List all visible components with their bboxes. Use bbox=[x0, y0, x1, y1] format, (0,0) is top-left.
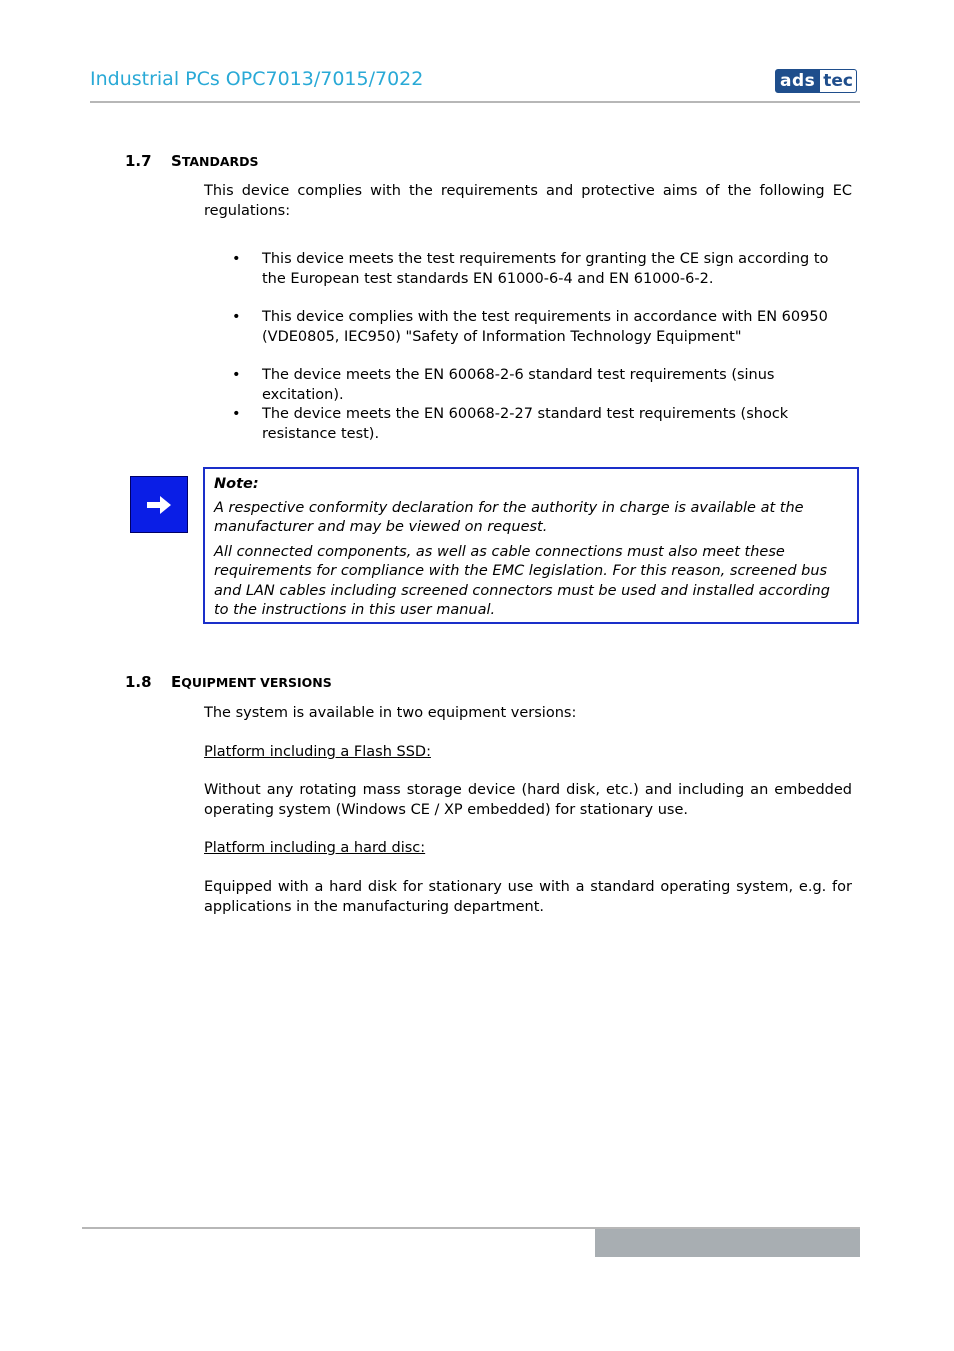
note-label: Note: bbox=[214, 476, 259, 492]
version-flash-heading: Platform including a Flash SSD: bbox=[204, 744, 431, 760]
bullet-icon: • bbox=[232, 251, 241, 267]
bullet-icon: • bbox=[232, 309, 241, 325]
bullet-icon: • bbox=[232, 406, 241, 422]
document-header-title: Industrial PCs OPC7013/7015/7022 bbox=[90, 68, 424, 90]
header-divider bbox=[90, 101, 860, 103]
adstec-logo bbox=[775, 69, 859, 93]
note-paragraph: A respective conformity declaration for the authority in charge is available at the manufacturer and may be viewed on request. bbox=[214, 499, 804, 535]
section-heading-standards bbox=[125, 152, 259, 170]
version-hdd-heading: Platform including a hard disc: bbox=[204, 840, 426, 856]
logo-ads-part: ads bbox=[775, 69, 820, 93]
versions-intro: The system is available in two equipment versions: bbox=[204, 705, 577, 721]
arrow-right-icon bbox=[130, 476, 188, 533]
section-number: 1.8 bbox=[125, 673, 152, 691]
section-title: STANDARDS bbox=[171, 152, 259, 170]
section-number: 1.7 bbox=[125, 152, 152, 170]
section-heading-equipment-versions bbox=[125, 673, 332, 691]
standards-intro: This device complies with the requirements and protective aims of the following EC regulations: bbox=[204, 183, 852, 219]
logo-tec-part: tec bbox=[820, 69, 857, 93]
section-title: EQUIPMENT VERSIONS bbox=[171, 673, 332, 691]
note-paragraph: All connected components, as well as cable connections must also meet these requirements for compliance with the EMC legislation. For this reason, screened bus and LAN cables including screened connectors must be used and installed according to the instructions in this user manual. bbox=[214, 543, 830, 618]
version-flash-text: Without any rotating mass storage device (hard disk, etc.) and including an embedded operating system (Windows CE / XP embedded) for stationary use. bbox=[204, 782, 852, 818]
bullet-icon: • bbox=[232, 367, 241, 383]
version-hdd-text: Equipped with a hard disk for stationary use with a standard operating system, e.g. for applications in the manufacturing department. bbox=[204, 879, 852, 915]
note-box bbox=[203, 467, 859, 624]
footer-page-block bbox=[595, 1229, 860, 1257]
